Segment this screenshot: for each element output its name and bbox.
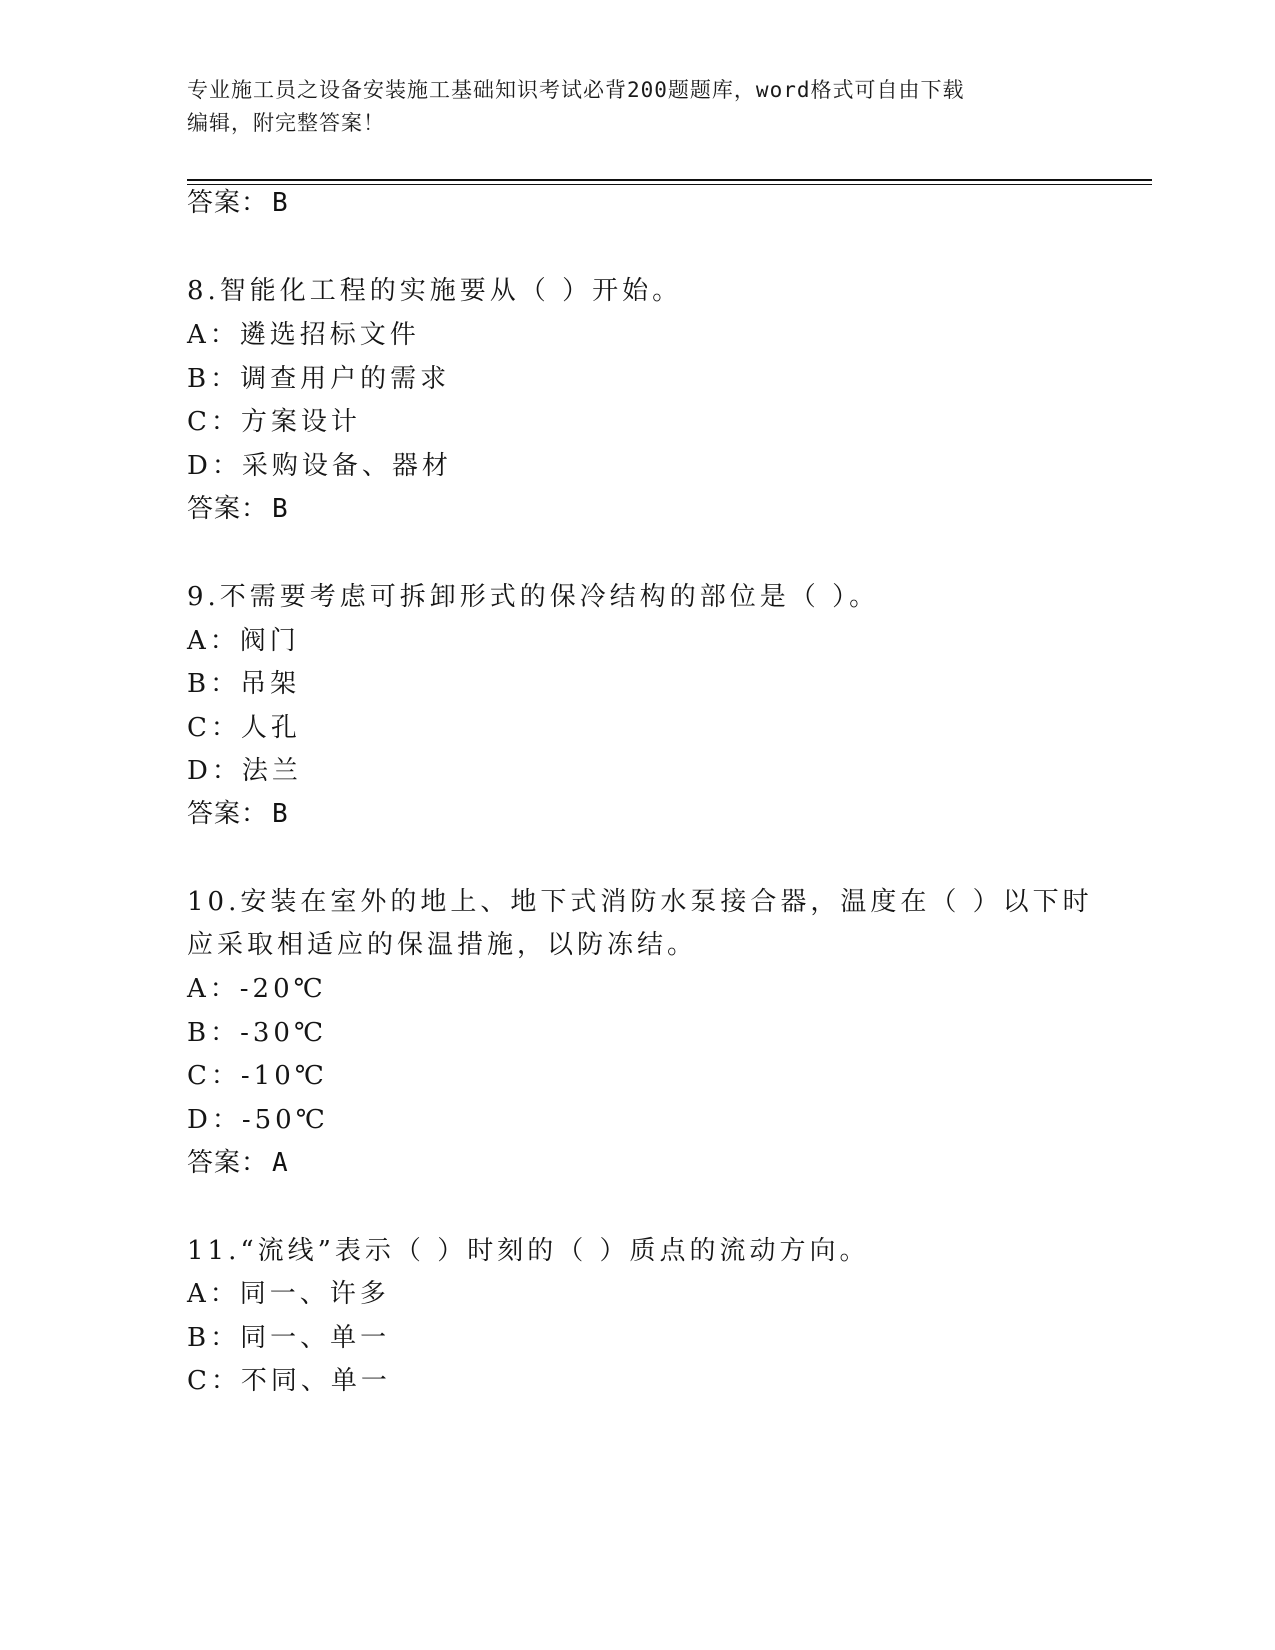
answer-label: 答案： <box>187 494 269 524</box>
answer-line <box>187 1146 289 1180</box>
answer-value: B <box>272 799 289 829</box>
header-line-2: 编辑，附完整答案！ <box>187 111 385 135</box>
question-stem: 8.智能化工程的实施要从（ ）开始。 <box>187 276 683 306</box>
option-b: B：调查用户的需求 <box>187 364 451 394</box>
option-d: D：法兰 <box>187 756 302 786</box>
answer-label: 答案： <box>187 799 269 829</box>
answer-label: 答案： <box>187 188 269 218</box>
header-line-1: 专业施工员之设备安装施工基础知识考试必背200题题库，word格式可自由下载 <box>187 78 965 102</box>
question-stem: 10.安装在室外的地上、地下式消防水泵接合器，温度在（ ）以下时 <box>187 887 1093 917</box>
answer-line <box>187 186 289 220</box>
answer-value: A <box>272 1148 289 1178</box>
header-divider <box>187 179 1152 181</box>
option-a: A：遴选招标文件 <box>187 320 420 350</box>
answer-value: B <box>272 494 289 524</box>
option-b: B：同一、单一 <box>187 1323 391 1353</box>
option-b: B：-30℃ <box>187 1018 328 1048</box>
question-stem: 9.不需要考虑可拆卸形式的保冷结构的部位是（ ）。 <box>187 582 880 612</box>
option-c: C：人孔 <box>187 713 301 743</box>
option-a: A：-20℃ <box>187 974 327 1004</box>
header-divider-thin <box>187 184 1152 185</box>
option-d: D：-50℃ <box>187 1105 329 1135</box>
option-c: C：不同、单一 <box>187 1366 391 1396</box>
option-d: D：采购设备、器材 <box>187 451 452 481</box>
option-a: A：同一、许多 <box>187 1279 390 1309</box>
option-a: A：阀门 <box>187 626 300 656</box>
option-c: C：方案设计 <box>187 407 361 437</box>
option-b: B：吊架 <box>187 669 301 699</box>
answer-value: B <box>272 188 289 218</box>
option-c: C：-10℃ <box>187 1061 328 1091</box>
answer-line <box>187 797 289 831</box>
question-stem: 11.“流线”表示（ ）时刻的（ ）质点的流动方向。 <box>187 1236 870 1266</box>
answer-label: 答案： <box>187 1148 269 1178</box>
answer-line <box>187 492 289 526</box>
question-stem-continued: 应采取相适应的保温措施，以防冻结。 <box>187 930 698 960</box>
document-header <box>187 74 1087 140</box>
